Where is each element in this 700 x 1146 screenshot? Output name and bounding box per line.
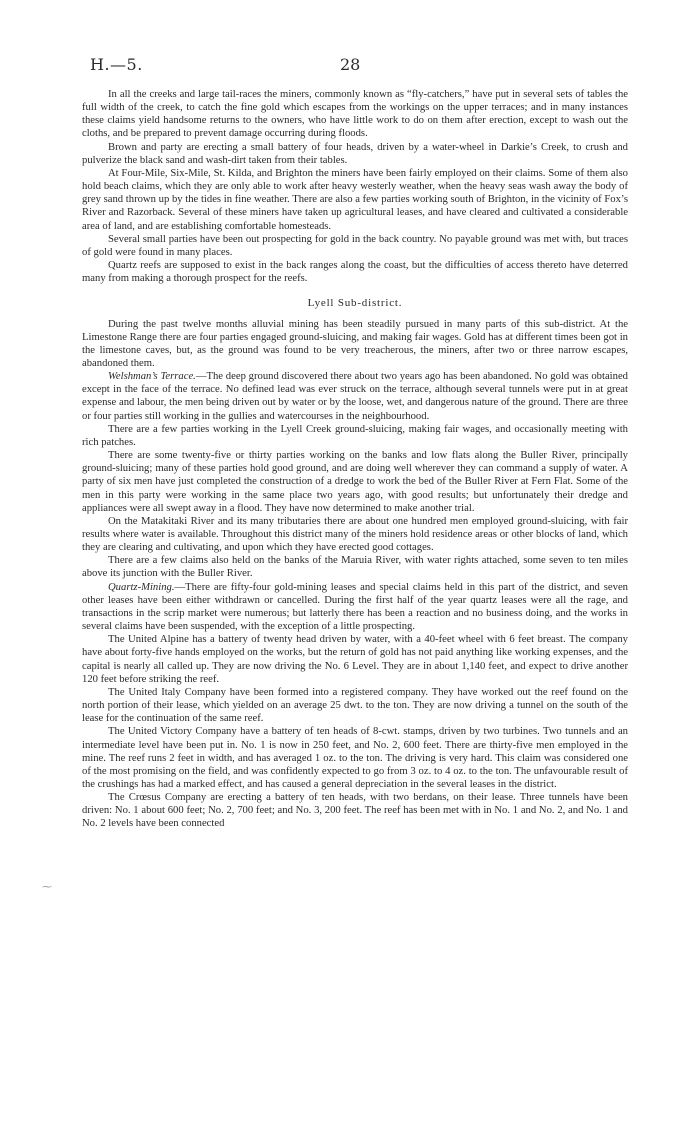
paragraph: On the Matakitaki River and its many tributaries there are about one hundred men employed ground-sluicing, with fair results where water is available. Throughout this district many of the miners hold residence areas or other blocks of land, which they are clearing and cultivating, and upon which they have erected good cottages.: [82, 515, 628, 554]
paragraph-text: —There are fifty-four gold-mining leases and special claims held in this part of the district, and seven other leases have been either withdrawn or cancelled. During the first half of the year quartz leases were all the rage, and transactions in the scrip market were numerous; but latterly there has been a reaction and no business doing, and the works in several claims have been suspended, with the exception of a little prospecting.: [82, 581, 628, 633]
paragraph: In all the creeks and large tail-races the miners, commonly known as “fly-catchers,” have put in several sets of tables the full width of the creek, to catch the fine gold which escapes from the workings on the upper terraces; and in many instances these claims yield handsome returns to the owners, who have little work to do on them after erection, except to wash out the cloths, and be prepared to prevent damage occurring during floods.: [82, 89, 628, 140]
paragraph: Several small parties have been out prospecting for gold in the back country. No payable ground was met with, but traces of gold were found in many places.: [82, 233, 628, 258]
report-body: [82, 88, 628, 831]
paragraph-lead: Quartz-Mining.: [108, 581, 175, 593]
paragraph: [82, 370, 628, 423]
page-number: 28: [340, 55, 361, 74]
paragraph: At Four-Mile, Six-Mile, St. Kilda, and Brighton the miners have been fairly employed on their claims. Some of them also hold beach claims, which they are only able to work after heavy westerly weather, when the heavy seas wash away the body of grey sand thrown up by the tides in fine weather. There are also a few parties working south of Brighton, in the vicinity of Fox’s River and Razorback. Several of these miners have taken up agricultural leases, and have cleared and cultivated a considerable area of land, and are establishing comfortable homesteads.: [82, 167, 628, 232]
paragraph: The United Alpine has a battery of twenty head driven by water, with a 40-feet wheel with 6 feet breast. The company have about forty-five hands employed on the works, but the return of gold has not paid anything like working expenses, and the capital is nearly all called up. They are now driving the No. 6 Level. They are in about 1,140 feet, and expect to drive another 120 feet before striking the reef.: [82, 634, 628, 685]
paragraph: There are some twenty-five or thirty parties working on the banks and low flats along the Buller River, principally ground-sluicing; many of these parties hold good ground, and are doing well wherever they can command a supply of water. A party of six men have just completed the construction of a dredge to work the bed of the Buller River at Fern Flat. Some of the men in this party were working in the same place two years ago, with good results; but unfortunately their dredge and appliances were all swept away in a flood. They have now determined to make another trial.: [82, 450, 628, 514]
paragraph: Brown and party are erecting a small battery of four heads, driven by a water-wheel in Darkie’s Creek, to crush and pulverize the black sand and wash-dirt taken from their tables.: [82, 141, 628, 166]
paragraph: During the past twelve months alluvial mining has been steadily pursued in many parts of this sub-district. At the Limestone Range there are four parties engaged ground-sluicing, and making fair wages. Gold has at different times been got in the limestone caves, but, as the ground was found to be very treacherous, the miners, after two or three narrow escapes, abandoned them.: [82, 318, 628, 369]
paragraph: There are a few claims also held on the banks of the Maruia River, with water rights attached, some seven to ten miles above its junction with the Buller River.: [82, 555, 628, 580]
paragraph: There are a few parties working in the Lyell Creek ground-sluicing, making fair wages, and occasionally meeting with rich patches.: [82, 423, 628, 448]
report-reference: H.—5.: [90, 55, 143, 74]
paragraph: The United Victory Company have a battery of ten heads of 8-cwt. stamps, driven by two turbines. Two tunnels and an intermediate level have been put in. No. 1 is now in 250 feet, and No. 2, 600 feet. There are thirty-five men employed in the mine. The reef runs 2 feet in width, and has averaged 1 oz. to the ton. The driving is very hard. This claim was considered one of the most promising on the field, and was confidently expected to go from 3 oz. to 4 oz. to the ton. The unfavourable result of the crushings has had a marked effect, and has caused a general depreciation in the several leases in the district.: [82, 726, 628, 790]
paragraph: Quartz reefs are supposed to exist in the back ranges along the coast, but the difficulties of access thereto have deterred many from making a thorough prospect for the reefs.: [82, 260, 628, 285]
paragraph: The Crœsus Company are erecting a battery of ten heads, with two berdans, on their lease. Three tunnels have been driven: No. 1 about 600 feet; No. 2, 700 feet; and No. 3, 200 feet. The reef has been met with in No. 1 and No. 2, and No. 1 and No. 2 levels have been connected: [82, 792, 628, 830]
paragraph: The United Italy Company have been formed into a registered company. They have worked out the reef found on the north portion of their lease, which yielded on an average 25 dwt. to the ton. They are now driving a tunnel on the south of the lease for the continuation of the same reef.: [82, 686, 628, 725]
paragraph-text: —The deep ground discovered there about two years ago has been abandoned. No gold was obtained except in the face of the terrace. No defined lead was ever struck on the terrace, although several tunnels were put in at great expense and labour, the men being driven out by water or by the loose, wet, and dangerous nature of the ground. There are three or four parties still working in the gullies and watercourses in the neighbourhood.: [82, 371, 628, 422]
paragraph-lead: Welshman’s Terrace.: [108, 371, 196, 383]
section-heading: Lyell Sub-district.: [307, 297, 403, 310]
margin-mark: ⁓: [42, 882, 52, 893]
paragraph: [82, 581, 628, 634]
